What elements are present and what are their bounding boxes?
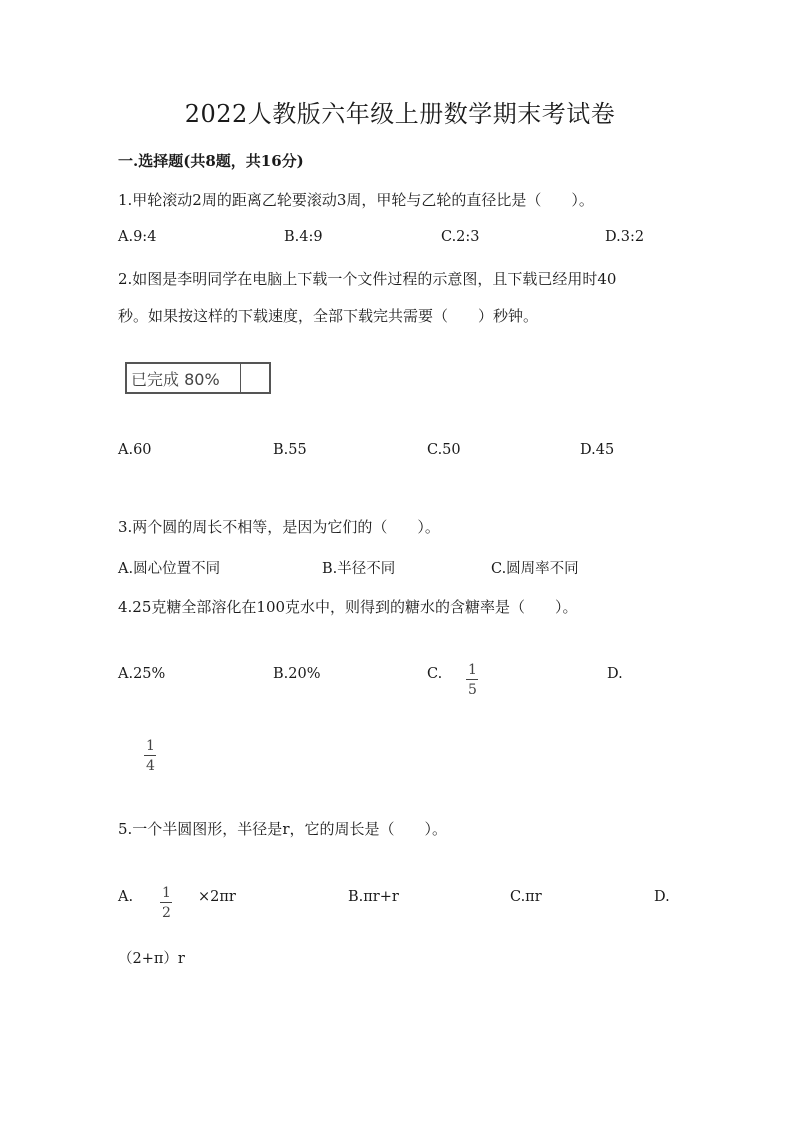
question-2-option-c: C.50 bbox=[427, 442, 461, 458]
question-1-option-b: B.4:9 bbox=[284, 229, 323, 245]
fraction-numerator: 1 bbox=[468, 662, 477, 678]
page-title: 2022人教版六年级上册数学期末考试卷 bbox=[184, 100, 616, 128]
question-2-option-d: D.45 bbox=[580, 442, 615, 458]
fraction-denominator: 4 bbox=[146, 758, 155, 774]
question-2-option-a: A.60 bbox=[118, 442, 152, 458]
question-2-text-line2: 秒。如果按这样的下载速度，全部下载完共需要（ ）秒钟。 bbox=[118, 307, 539, 325]
fraction-denominator: 2 bbox=[162, 905, 171, 921]
question-4-option-d-fraction bbox=[144, 735, 157, 773]
question-4-option-b: B.20% bbox=[273, 666, 321, 682]
question-1-option-a: A.9:4 bbox=[118, 229, 157, 245]
question-5-text: 5.一个半圆图形，半径是r，它的周长是（ ）。 bbox=[118, 820, 447, 838]
question-4-option-c: C. bbox=[427, 666, 443, 682]
question-5-option-a-fraction bbox=[160, 882, 173, 920]
question-4-option-d: D. bbox=[607, 666, 623, 682]
question-4-option-a: A.25% bbox=[118, 666, 166, 682]
question-1-option-d: D.3:2 bbox=[605, 229, 645, 245]
question-2-option-b: B.55 bbox=[273, 442, 307, 458]
question-3-option-a: A.圆心位置不同 bbox=[118, 561, 221, 577]
question-5-option-d-expression: （2+π）r bbox=[118, 951, 185, 967]
fraction-numerator: 1 bbox=[146, 738, 155, 754]
download-progress-label: 已完成 80% bbox=[131, 369, 220, 389]
fraction-numerator: 1 bbox=[162, 885, 171, 901]
question-3-text: 3.两个圆的周长不相等，是因为它们的（ ）。 bbox=[118, 518, 440, 536]
question-2-text-line1: 2.如图是李明同学在电脑上下载一个文件过程的示意图，且下载已经用时40 bbox=[118, 270, 617, 288]
question-3-option-c: C.圆周率不同 bbox=[491, 561, 579, 577]
question-5-option-d: D. bbox=[654, 889, 670, 905]
fraction-denominator: 5 bbox=[468, 682, 477, 698]
download-progress-figure bbox=[125, 362, 271, 394]
download-progress-fill bbox=[127, 364, 241, 392]
section-heading: 一.选择题(共8题，共16分) bbox=[118, 152, 304, 170]
question-1-option-c: C.2:3 bbox=[441, 229, 480, 245]
question-4-text: 4.25克糖全部溶化在100克水中，则得到的糖水的含糖率是（ ）。 bbox=[118, 598, 578, 616]
question-5-option-a-expression: ×2πr bbox=[198, 889, 236, 905]
question-4-option-c-fraction bbox=[466, 659, 479, 697]
question-5-option-c: C.πr bbox=[510, 889, 542, 905]
question-1-text: 1.甲轮滚动2周的距离乙轮要滚动3周，甲轮与乙轮的直径比是（ ）。 bbox=[118, 191, 594, 209]
question-3-option-b: B.半径不同 bbox=[322, 561, 396, 577]
question-5-option-b: B.πr+r bbox=[348, 889, 399, 905]
question-5-option-a-label: A. bbox=[118, 889, 134, 905]
